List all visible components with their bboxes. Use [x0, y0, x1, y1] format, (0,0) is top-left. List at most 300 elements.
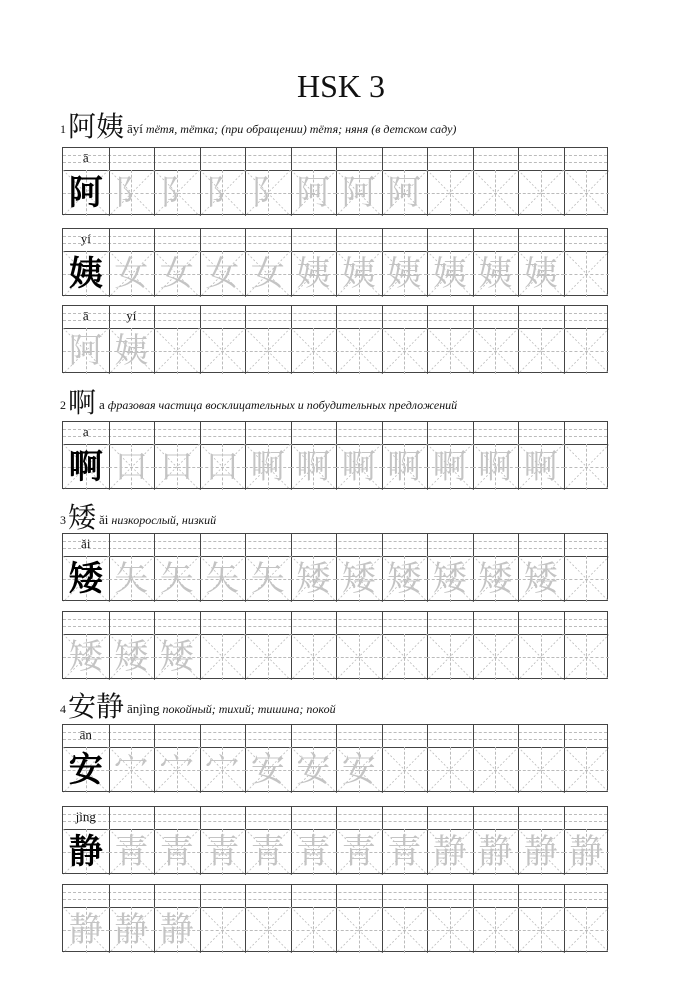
entry-translation: фразовая частица восклицательных и побудительных предложений [107, 398, 458, 412]
cell-divider [336, 612, 337, 634]
pinyin-band [63, 306, 607, 329]
trace-character: 静 [523, 832, 558, 872]
cell-divider [564, 306, 565, 328]
trace-character: 啊 [296, 447, 331, 487]
trace-character: 青 [341, 832, 376, 872]
diagonal-guides [473, 747, 519, 793]
trace-character: 阝 [114, 173, 149, 213]
cell-divider [109, 807, 110, 829]
trace-character: 矮 [296, 559, 331, 599]
cell-divider [200, 422, 201, 444]
diagonal-guides [518, 747, 564, 793]
grid-cell [336, 907, 382, 953]
cell-divider [382, 422, 383, 444]
cell-divider [382, 725, 383, 747]
cell-divider [336, 534, 337, 556]
grid-cell [518, 328, 564, 374]
diagonal-guides [564, 907, 610, 953]
cell-divider [564, 725, 565, 747]
pinyin-guide-line [63, 243, 607, 244]
cell-divider [291, 229, 292, 251]
diagonal-guides [336, 328, 382, 374]
cell-divider [336, 422, 337, 444]
character-grid [63, 747, 607, 793]
diagonal-guides [200, 634, 246, 680]
cell-divider [382, 229, 383, 251]
cell-divider [291, 534, 292, 556]
grid-cell [427, 634, 473, 680]
pinyin-band [63, 422, 607, 445]
diagonal-guides [518, 907, 564, 953]
diagonal-guides [245, 634, 291, 680]
diagonal-guides [200, 907, 246, 953]
cell-divider [245, 148, 246, 170]
practice-row [62, 147, 608, 215]
pinyin-band [63, 612, 607, 635]
grid-cell [564, 328, 610, 374]
trace-character: 姨 [341, 254, 376, 294]
cell-divider [382, 807, 383, 829]
grid-cell [382, 634, 428, 680]
cell-divider [109, 725, 110, 747]
cell-divider [564, 534, 565, 556]
pinyin-label: yí [80, 231, 91, 246]
pinyin-guide-line [63, 732, 607, 733]
grid-cell [564, 170, 610, 216]
cell-divider [564, 807, 565, 829]
grid-cell [382, 328, 428, 374]
trace-character: 静 [114, 910, 149, 950]
trace-character: 矮 [523, 559, 558, 599]
pinyin-band [63, 229, 607, 252]
cell-divider [564, 885, 565, 907]
page-title: HSK 3 [296, 68, 385, 104]
entry-heading [60, 110, 457, 143]
entry-pinyin: āyí [127, 121, 143, 136]
pinyin-guide-line [63, 814, 607, 815]
grid-cell [245, 634, 291, 680]
trace-character: 口 [205, 447, 240, 487]
cell-divider [427, 148, 428, 170]
pinyin-guide-line [63, 899, 607, 900]
grid-cell [336, 328, 382, 374]
trace-character: 阿 [68, 331, 103, 371]
cell-divider [245, 807, 246, 829]
trace-character: 矢 [205, 559, 240, 599]
trace-character: 安 [296, 750, 331, 790]
cell-divider [382, 885, 383, 907]
grid-cell [473, 747, 519, 793]
cell-divider [336, 229, 337, 251]
trace-character: 矢 [250, 559, 285, 599]
pinyin-guide-line [63, 429, 607, 430]
pinyin-guide-line [63, 821, 607, 822]
diagonal-guides [564, 634, 610, 680]
cell-divider [154, 148, 155, 170]
cell-divider [154, 807, 155, 829]
trace-character: 青 [159, 832, 194, 872]
pinyin-label: ā [82, 150, 89, 165]
cell-divider [200, 725, 201, 747]
pinyin-label: ān [79, 727, 92, 742]
cell-divider [427, 229, 428, 251]
grid-cell [382, 907, 428, 953]
cell-divider [518, 885, 519, 907]
cell-divider [245, 229, 246, 251]
diagonal-guides [200, 328, 246, 374]
cell-divider [473, 612, 474, 634]
character-grid [63, 556, 607, 602]
model-character: 静 [68, 832, 103, 872]
entry-hanzi: 啊 [68, 386, 97, 419]
grid-cell [518, 634, 564, 680]
trace-character: 啊 [250, 447, 285, 487]
cell-divider [245, 612, 246, 634]
diagonal-guides [382, 747, 428, 793]
diagonal-guides [427, 747, 473, 793]
entry-number: 4 [60, 702, 66, 716]
pinyin-label: ā [82, 308, 89, 323]
trace-character: 安 [250, 750, 285, 790]
practice-row [62, 533, 608, 601]
cell-divider [518, 807, 519, 829]
trace-character: 矢 [159, 559, 194, 599]
cell-divider [564, 148, 565, 170]
trace-character: 安 [341, 750, 376, 790]
practice-row [62, 611, 608, 679]
entry-pinyin: ānjìng [127, 701, 160, 716]
grid-cell [291, 907, 337, 953]
character-grid [63, 251, 607, 297]
entry-hanzi: 矮 [68, 501, 97, 534]
trace-character: 静 [478, 832, 513, 872]
cell-divider [291, 807, 292, 829]
trace-character: 矮 [387, 559, 422, 599]
trace-character: 女 [159, 254, 194, 294]
diagonal-guides [564, 747, 610, 793]
grid-cell [518, 747, 564, 793]
trace-character: 阿 [341, 173, 376, 213]
trace-character: 宀 [159, 750, 194, 790]
trace-character: 静 [159, 910, 194, 950]
trace-character: 阝 [205, 173, 240, 213]
trace-character: 啊 [478, 447, 513, 487]
diagonal-guides [518, 634, 564, 680]
diagonal-guides [382, 907, 428, 953]
cell-divider [109, 612, 110, 634]
character-grid [63, 170, 607, 216]
diagonal-guides [518, 170, 564, 216]
practice-row [62, 305, 608, 373]
entry-pinyin: ǎi [99, 512, 109, 527]
diagonal-guides [518, 328, 564, 374]
grid-cell [291, 328, 337, 374]
cell-divider [200, 612, 201, 634]
pinyin-band [63, 885, 607, 908]
cell-divider [336, 725, 337, 747]
diagonal-guides [564, 556, 610, 602]
character-grid [63, 829, 607, 875]
cell-divider [518, 148, 519, 170]
trace-character: 啊 [523, 447, 558, 487]
pinyin-band [63, 148, 607, 171]
cell-divider [291, 885, 292, 907]
cell-divider [336, 306, 337, 328]
diagonal-guides [564, 328, 610, 374]
trace-character: 口 [114, 447, 149, 487]
cell-divider [109, 534, 110, 556]
cell-divider [154, 534, 155, 556]
cell-divider [109, 229, 110, 251]
character-grid [63, 634, 607, 680]
pinyin-label: jìng [75, 809, 96, 824]
cell-divider [291, 612, 292, 634]
grid-cell [564, 444, 610, 490]
diagonal-guides [382, 328, 428, 374]
pinyin-guide-line [63, 162, 607, 163]
cell-divider [427, 725, 428, 747]
cell-divider [382, 534, 383, 556]
cell-divider [336, 807, 337, 829]
entry-heading [60, 501, 217, 534]
cell-divider [427, 807, 428, 829]
cell-divider [473, 422, 474, 444]
diagonal-guides [154, 328, 200, 374]
entry-hanzi: 安静 [68, 690, 125, 723]
cell-divider [382, 612, 383, 634]
cell-divider [382, 306, 383, 328]
pinyin-label: a [82, 424, 89, 439]
practice-row [62, 421, 608, 489]
grid-cell [427, 907, 473, 953]
trace-character: 啊 [387, 447, 422, 487]
cell-divider [200, 885, 201, 907]
cell-divider [245, 725, 246, 747]
pinyin-label: ǎi [81, 536, 91, 551]
entry-heading [60, 386, 458, 419]
pinyin-guide-line [63, 739, 607, 740]
trace-character: 矮 [432, 559, 467, 599]
grid-cell [336, 634, 382, 680]
cell-divider [473, 229, 474, 251]
trace-character: 矢 [114, 559, 149, 599]
cell-divider [245, 534, 246, 556]
cell-divider [518, 306, 519, 328]
diagonal-guides [291, 328, 337, 374]
entry-translation: тётя, тётка; (при обращении) тётя; няня (в детском саду) [145, 122, 457, 136]
cell-divider [518, 534, 519, 556]
diagonal-guides [473, 907, 519, 953]
diagonal-guides [427, 170, 473, 216]
model-character: 安 [68, 750, 103, 790]
cell-divider [336, 148, 337, 170]
grid-cell [427, 328, 473, 374]
trace-character: 宀 [205, 750, 240, 790]
grid-cell [427, 747, 473, 793]
grid-cell [382, 747, 428, 793]
cell-divider [200, 229, 201, 251]
cell-divider [564, 612, 565, 634]
diagonal-guides [336, 907, 382, 953]
trace-character: 姨 [387, 254, 422, 294]
pinyin-guide-line [63, 892, 607, 893]
pinyin-band [63, 807, 607, 830]
cell-divider [382, 148, 383, 170]
character-grid [63, 444, 607, 490]
diagonal-guides [564, 251, 610, 297]
grid-cell [564, 634, 610, 680]
trace-character: 啊 [432, 447, 467, 487]
model-character: 啊 [68, 447, 103, 487]
cell-divider [200, 306, 201, 328]
diagonal-guides [291, 634, 337, 680]
cell-divider [564, 422, 565, 444]
cell-divider [518, 612, 519, 634]
cell-divider [473, 885, 474, 907]
cell-divider [427, 422, 428, 444]
trace-character: 矮 [68, 637, 103, 677]
grid-cell [473, 328, 519, 374]
cell-divider [473, 534, 474, 556]
entry-translation: низкорослый, низкий [111, 513, 217, 527]
practice-row [62, 806, 608, 874]
entry-number: 1 [60, 122, 66, 136]
cell-divider [473, 148, 474, 170]
grid-cell [200, 328, 246, 374]
cell-divider [245, 885, 246, 907]
diagonal-guides [427, 328, 473, 374]
pinyin-guide-line [63, 155, 607, 156]
cell-divider [245, 422, 246, 444]
diagonal-guides [564, 444, 610, 490]
trace-character: 静 [68, 910, 103, 950]
grid-cell [564, 251, 610, 297]
cell-divider [518, 422, 519, 444]
cell-divider [200, 534, 201, 556]
pinyin-guide-line [63, 548, 607, 549]
trace-character: 阝 [159, 173, 194, 213]
grid-cell [200, 634, 246, 680]
cell-divider [154, 306, 155, 328]
grid-cell [200, 907, 246, 953]
cell-divider [336, 885, 337, 907]
trace-character: 青 [296, 832, 331, 872]
diagonal-guides [291, 907, 337, 953]
diagonal-guides [473, 634, 519, 680]
trace-character: 静 [569, 832, 604, 872]
diagonal-guides [336, 634, 382, 680]
diagonal-guides [427, 907, 473, 953]
grid-cell [564, 907, 610, 953]
entry-number: 2 [60, 398, 66, 412]
cell-divider [427, 885, 428, 907]
cell-divider [200, 807, 201, 829]
character-grid [63, 328, 607, 374]
pinyin-band [63, 725, 607, 748]
trace-character: 矮 [478, 559, 513, 599]
diagonal-guides [473, 170, 519, 216]
cell-divider [109, 148, 110, 170]
trace-character: 姨 [523, 254, 558, 294]
cell-divider [291, 306, 292, 328]
grid-cell [518, 170, 564, 216]
trace-character: 阿 [387, 173, 422, 213]
cell-divider [518, 725, 519, 747]
trace-character: 矮 [159, 637, 194, 677]
pinyin-guide-line [63, 236, 607, 237]
cell-divider [473, 725, 474, 747]
trace-character: 姨 [432, 254, 467, 294]
cell-divider [473, 306, 474, 328]
trace-character: 矮 [114, 637, 149, 677]
grid-cell [473, 170, 519, 216]
cell-divider [473, 807, 474, 829]
trace-character: 宀 [114, 750, 149, 790]
trace-character: 女 [114, 254, 149, 294]
model-character: 阿 [68, 173, 103, 213]
trace-character: 女 [205, 254, 240, 294]
pinyin-guide-line [63, 541, 607, 542]
cell-divider [154, 885, 155, 907]
trace-character: 青 [250, 832, 285, 872]
entry-heading [60, 690, 336, 723]
trace-character: 女 [250, 254, 285, 294]
grid-cell [564, 747, 610, 793]
pinyin-guide-line [63, 619, 607, 620]
cell-divider [427, 306, 428, 328]
pinyin-label: yí [126, 308, 137, 323]
trace-character: 矮 [341, 559, 376, 599]
pinyin-guide-line [63, 436, 607, 437]
cell-divider [154, 422, 155, 444]
model-character: 矮 [68, 559, 103, 599]
cell-divider [427, 534, 428, 556]
cell-divider [154, 229, 155, 251]
trace-character: 姨 [296, 254, 331, 294]
diagonal-guides [245, 907, 291, 953]
practice-row [62, 228, 608, 296]
trace-character: 静 [432, 832, 467, 872]
trace-character: 阝 [250, 173, 285, 213]
entry-translation: покойный; тихий; тишина; покой [162, 702, 336, 716]
diagonal-guides [245, 328, 291, 374]
grid-cell [473, 907, 519, 953]
diagonal-guides [427, 634, 473, 680]
grid-cell [154, 328, 200, 374]
diagonal-guides [382, 634, 428, 680]
trace-character: 口 [159, 447, 194, 487]
entry-hanzi: 阿姨 [68, 110, 125, 143]
character-grid [63, 907, 607, 953]
cell-divider [291, 148, 292, 170]
grid-cell [427, 170, 473, 216]
diagonal-guides [564, 170, 610, 216]
grid-cell [564, 556, 610, 602]
cell-divider [291, 422, 292, 444]
trace-character: 姨 [114, 331, 149, 371]
entry-number: 3 [60, 513, 66, 527]
cell-divider [109, 885, 110, 907]
practice-row [62, 884, 608, 952]
cell-divider [109, 422, 110, 444]
trace-character: 阿 [296, 173, 331, 213]
diagonal-guides [473, 328, 519, 374]
trace-character: 青 [114, 832, 149, 872]
grid-cell [291, 634, 337, 680]
cell-divider [291, 725, 292, 747]
cell-divider [245, 306, 246, 328]
model-character: 姨 [68, 254, 103, 294]
